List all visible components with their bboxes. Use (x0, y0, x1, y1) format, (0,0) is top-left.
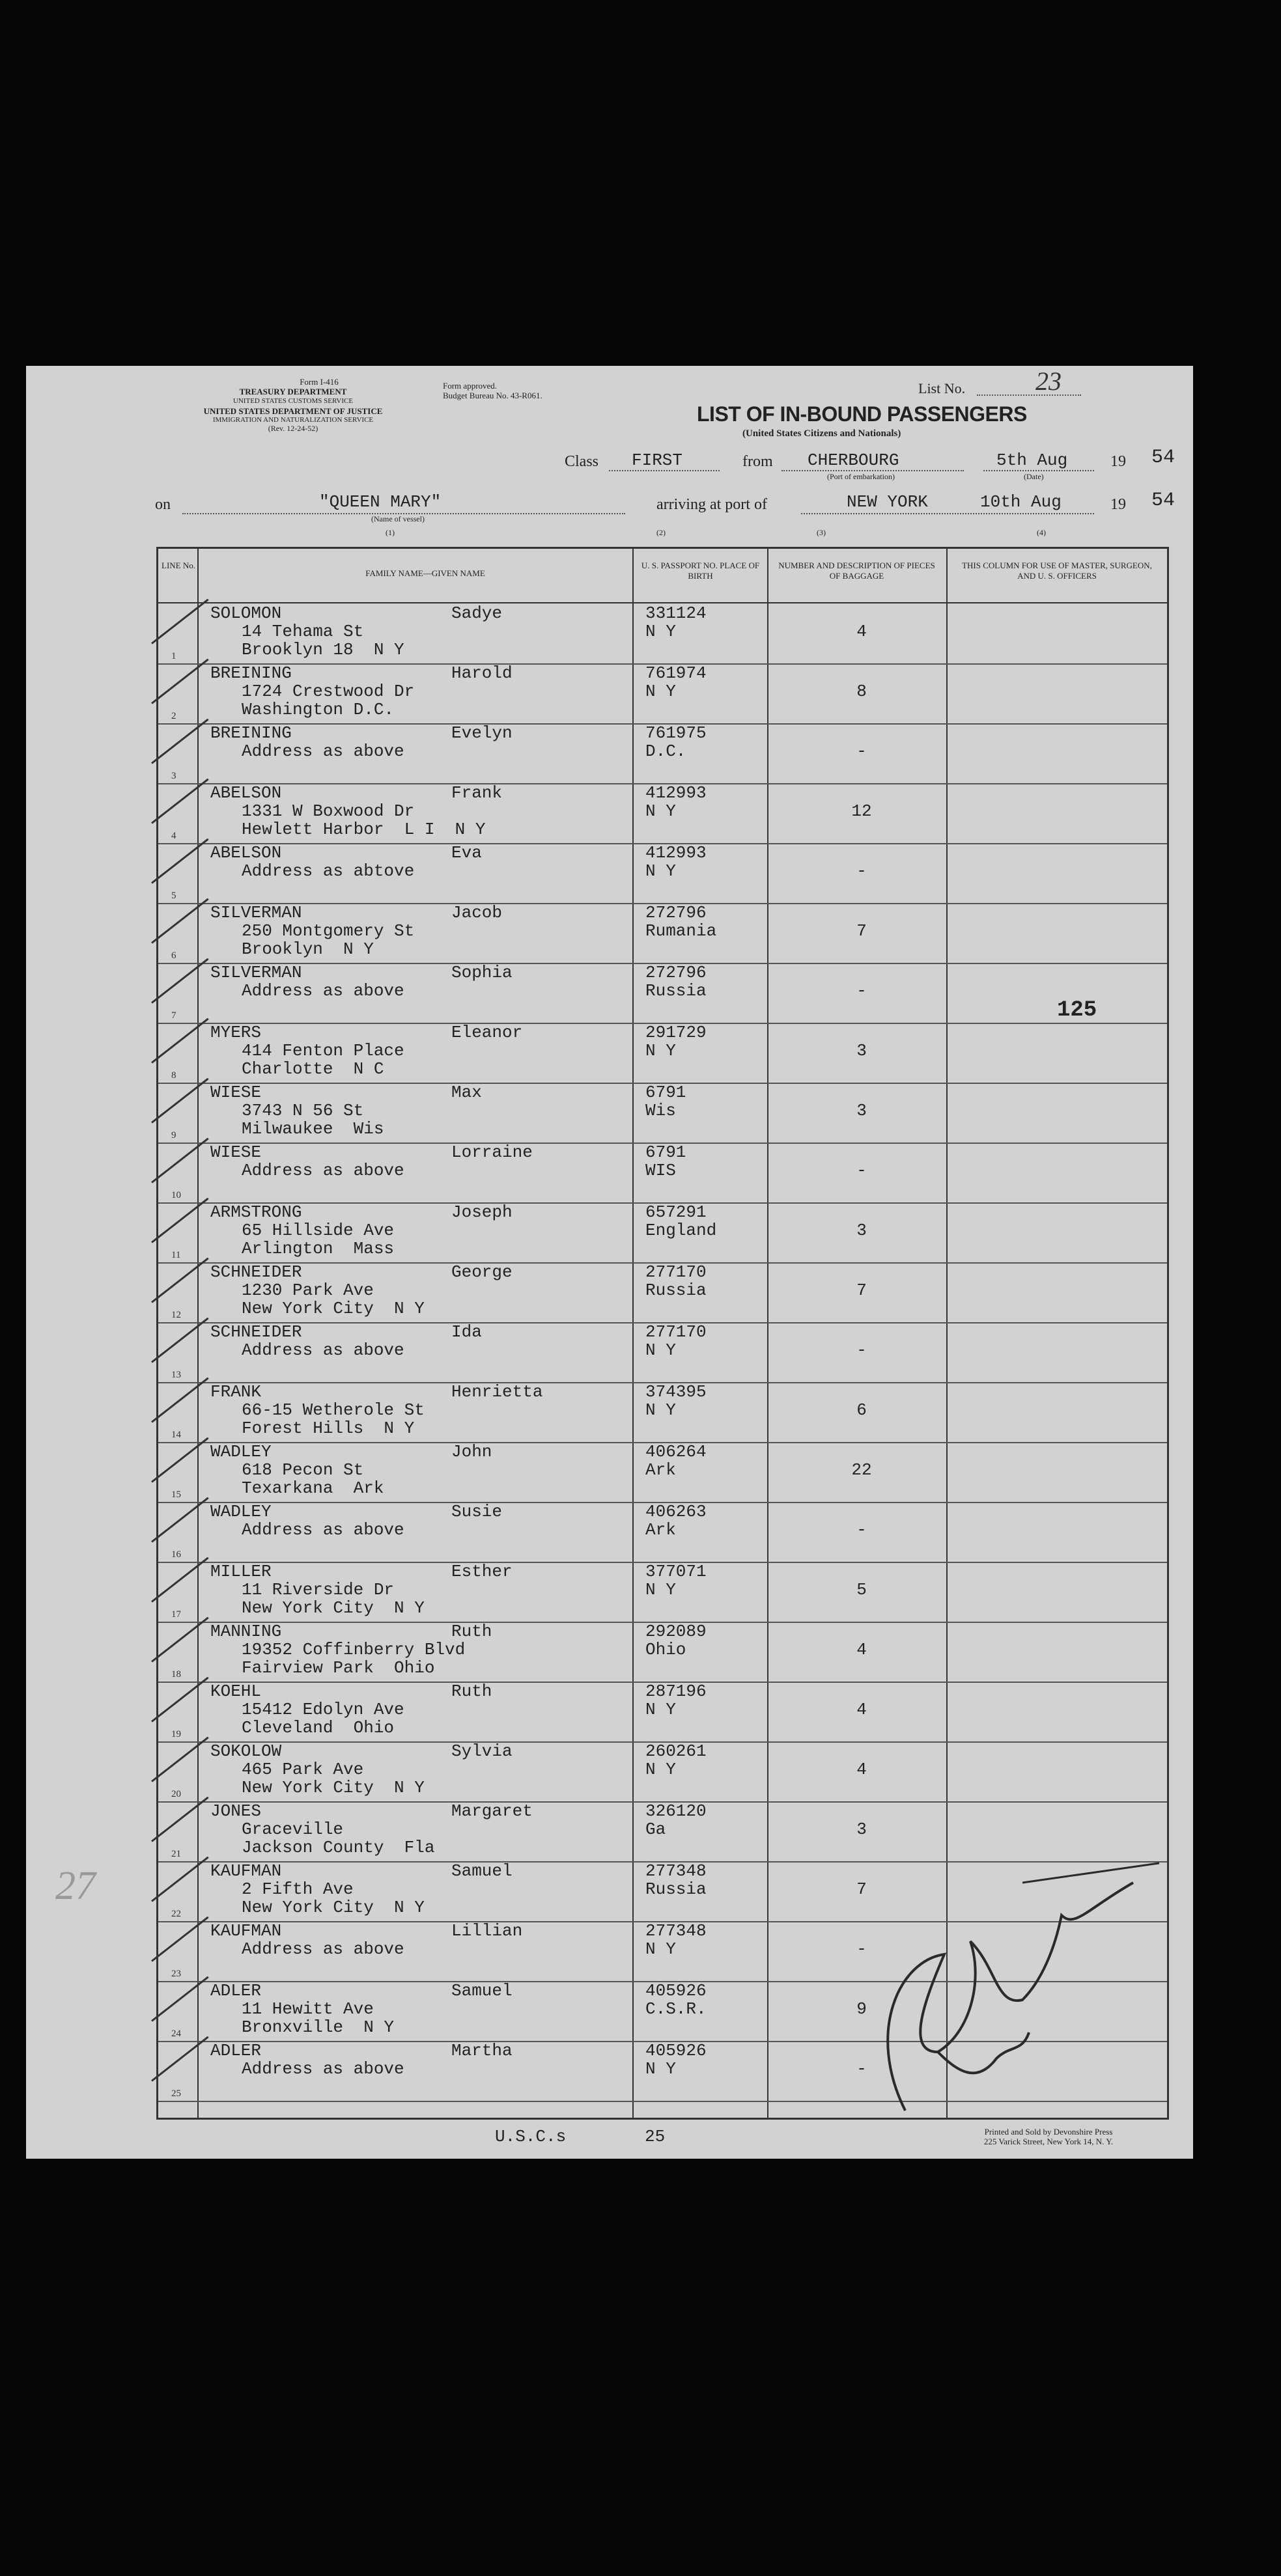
check-mark (151, 1437, 209, 1483)
check-mark (151, 1138, 209, 1184)
table-row (158, 663, 1167, 725)
baggage-count: - (856, 741, 867, 761)
address-line-2: New York City N Y (242, 1898, 425, 1917)
check-mark (151, 958, 209, 1004)
year-suffix: 54 (1151, 447, 1175, 469)
baggage-count: - (856, 1161, 867, 1180)
line-number: 2 (171, 711, 176, 721)
place-of-birth: N Y (645, 1041, 676, 1060)
passport-number: 406264 (645, 1442, 707, 1461)
line-number: 15 (171, 1489, 181, 1500)
line-number: 24 (171, 2029, 181, 2039)
passport-number: 272796 (645, 903, 707, 922)
line-number: 17 (171, 1609, 181, 1620)
table-row (158, 1322, 1167, 1383)
line-number: 12 (171, 1310, 181, 1320)
address-line-1: Address as above (242, 2059, 404, 2079)
place-of-birth: N Y (645, 801, 676, 821)
place-of-birth: C.S.R. (645, 1999, 707, 2019)
address-line-1: 1230 Park Ave (242, 1281, 374, 1300)
table-row (158, 843, 1167, 904)
address-line-1: 19352 Coffinberry Blvd (242, 1640, 466, 1659)
on-label: on (155, 496, 171, 513)
place-of-birth: N Y (645, 1939, 676, 1959)
family-name: BREINING (210, 663, 292, 683)
passport-number: 272796 (645, 963, 707, 982)
table-row (158, 1741, 1167, 1803)
table-row (158, 783, 1167, 844)
given-name: Susie (451, 1502, 503, 1521)
baggage-count: 3 (856, 1101, 867, 1120)
address-line-2: Jackson County Fla (242, 1838, 435, 1857)
line-number: 6 (171, 950, 176, 961)
customs-service: UNITED STATES CUSTOMS SERVICE (232, 396, 354, 405)
address-line-1: Address as above (242, 1340, 404, 1360)
baggage-count: - (856, 2059, 867, 2079)
family-name: SILVERMAN (210, 963, 302, 982)
address-line-1: 11 Riverside Dr (242, 1580, 395, 1600)
place-of-birth: N Y (645, 861, 676, 881)
signature-scribble (827, 1837, 1166, 2124)
table-row (158, 1083, 1167, 1144)
address-line-1: Address as above (242, 981, 404, 1001)
header-name: FAMILY NAME—GIVEN NAME (365, 568, 485, 578)
line-number: 5 (171, 891, 176, 901)
line-number: 25 (171, 2088, 181, 2099)
family-name: SCHNEIDER (210, 1262, 302, 1282)
list-no-value: 23 (1035, 367, 1062, 396)
place-of-birth: Ark (645, 1520, 676, 1540)
line-number: 11 (171, 1250, 181, 1260)
address-line-2: Brooklyn 18 N Y (242, 640, 404, 659)
passport-number: 291729 (645, 1023, 707, 1042)
family-name: JONES (210, 1801, 262, 1821)
address-line-2: Brooklyn N Y (242, 939, 374, 959)
check-mark (151, 1617, 209, 1663)
place-of-birth: N Y (645, 1340, 676, 1360)
family-name: MANNING (210, 1622, 282, 1641)
given-name: Samuel (451, 1981, 513, 2001)
line-number: 4 (171, 831, 176, 841)
address-line-1: Address as abtove (242, 861, 415, 881)
passport-number: 377071 (645, 1562, 707, 1581)
passport-number: 277348 (645, 1861, 707, 1881)
column-number-1: (1) (386, 528, 395, 537)
given-name: Evelyn (451, 723, 513, 743)
address-line-1: 14 Tehama St (242, 622, 364, 641)
arrival-port: NEW YORK (847, 492, 928, 512)
baggage-count: 3 (856, 1221, 867, 1240)
address-line-1: 2 Fifth Ave (242, 1879, 354, 1899)
line-number: 8 (171, 1070, 176, 1081)
line-number: 1 (171, 651, 176, 661)
printer-line-1: Printed and Sold by Devonshire Press (984, 2127, 1113, 2137)
given-name: Sophia (451, 963, 513, 982)
baggage-count: 4 (856, 1760, 867, 1779)
address-line-1: 250 Montgomery St (242, 921, 415, 941)
passport-number: 292089 (645, 1622, 707, 1641)
class-value: FIRST (632, 450, 683, 470)
form-subtitle: (United States Citizens and Nationals) (742, 428, 901, 439)
table-row (158, 1143, 1167, 1204)
address-line-1: Address as above (242, 1161, 404, 1180)
family-name: MYERS (210, 1023, 262, 1042)
passport-number: 260261 (645, 1741, 707, 1761)
baggage-count: - (856, 861, 867, 881)
passport-number: 6791 (645, 1083, 686, 1102)
family-name: WIESE (210, 1083, 262, 1102)
list-no-line (977, 395, 1081, 396)
family-name: WADLEY (210, 1442, 272, 1461)
year-prefix: 19 (1110, 453, 1126, 470)
table-row (158, 903, 1167, 964)
family-name: SOLOMON (210, 603, 282, 623)
baggage-count: 5 (856, 1580, 867, 1600)
port-of-embarkation: CHERBOURG (808, 450, 899, 470)
passport-number: 405926 (645, 2041, 707, 2060)
arrival-line (801, 513, 1094, 514)
address-line-2: Forest Hills N Y (242, 1419, 415, 1438)
total-label: U.S.C.s (495, 2127, 567, 2146)
address-line-1: Graceville (242, 1820, 344, 1839)
address-line-2: Charlotte N C (242, 1059, 384, 1079)
table-row (158, 1562, 1167, 1623)
header-line-no: LINE No. (162, 561, 195, 570)
passport-number: 761974 (645, 663, 707, 683)
address-line-2: Cleveland Ohio (242, 1718, 395, 1738)
arrival-date: 10th Aug (980, 492, 1062, 512)
date-caption: (Date) (1024, 472, 1044, 481)
date-line (983, 470, 1094, 471)
given-name: Frank (451, 783, 503, 803)
table-row (158, 1682, 1167, 1743)
printer-line-2: 225 Varick Street, New York 14, N. Y. (983, 2136, 1114, 2146)
table-row (158, 1622, 1167, 1683)
address-line-2: New York City N Y (242, 1778, 425, 1797)
check-mark (151, 838, 209, 884)
arrival-year-suffix: 54 (1151, 490, 1175, 512)
treasury-dept: TREASURY DEPARTMENT (239, 386, 347, 396)
address-line-2: New York City N Y (242, 1598, 425, 1618)
line-number: 20 (171, 1789, 181, 1799)
given-name: Max (451, 1083, 482, 1102)
family-name: KOEHL (210, 1682, 262, 1701)
table-row (158, 1023, 1167, 1084)
check-mark (151, 1018, 209, 1064)
header-officers: THIS COLUMN FOR USE OF MASTER, SURGEON, AND U. S. OFFICERS (962, 561, 1152, 581)
baggage-count: 3 (856, 1041, 867, 1060)
passenger-list-sheet (26, 366, 1193, 2159)
check-mark (151, 1737, 209, 1782)
baggage-count: 8 (856, 682, 867, 701)
check-mark (151, 1797, 209, 1842)
place-of-birth: Rumania (645, 921, 717, 941)
given-name: Martha (451, 2041, 513, 2060)
family-name: ABELSON (210, 783, 282, 803)
address-line-2: New York City N Y (242, 1299, 425, 1318)
place-of-birth: N Y (645, 682, 676, 701)
printer-info (938, 2127, 1159, 2147)
family-name: WIESE (210, 1143, 262, 1162)
table-row (158, 1262, 1167, 1323)
address-line-2: Fairview Park Ohio (242, 1658, 435, 1678)
place-of-birth: N Y (645, 1760, 676, 1779)
header-passport: U. S. PASSPORT NO. PLACE OF BIRTH (641, 561, 760, 581)
passport-number: 657291 (645, 1202, 707, 1222)
list-no-label: List No. (918, 380, 966, 396)
address-line-1: Address as above (242, 1939, 404, 1959)
line-number: 13 (171, 1370, 181, 1380)
line-number: 7 (171, 1010, 176, 1021)
passport-number: 277348 (645, 1921, 707, 1941)
table-row (158, 963, 1167, 1024)
given-name: Lillian (451, 1921, 523, 1941)
from-line (781, 470, 964, 471)
check-mark (151, 1917, 209, 1962)
arrival-year-prefix: 19 (1110, 496, 1126, 513)
line-number: 19 (171, 1729, 181, 1739)
baggage-count: 7 (856, 1281, 867, 1300)
address-line-2: Hewlett Harbor L I N Y (242, 820, 486, 839)
check-mark (151, 1497, 209, 1543)
line-number: 16 (171, 1549, 181, 1560)
given-name: Sadye (451, 603, 503, 623)
budget-bureau-no: Budget Bureau No. 43-R061. (443, 390, 542, 400)
passport-number: 374395 (645, 1382, 707, 1402)
family-name: ADLER (210, 1981, 262, 2001)
table-row (158, 1202, 1167, 1264)
address-line-1: 65 Hillside Ave (242, 1221, 395, 1240)
family-name: KAUFMAN (210, 1861, 282, 1881)
check-mark (151, 1557, 209, 1603)
address-line-1: Address as above (242, 741, 404, 761)
place-of-birth: England (645, 1221, 717, 1240)
address-line-1: 618 Pecon St (242, 1460, 364, 1480)
baggage-count: 4 (856, 1700, 867, 1719)
column-number-4: (4) (1037, 528, 1046, 537)
ins-service: IMMIGRATION AND NATURALIZATION SERVICE (212, 416, 374, 424)
check-mark (151, 599, 209, 644)
family-name: KAUFMAN (210, 1921, 282, 1941)
check-mark (151, 1976, 209, 2022)
check-mark (151, 1857, 209, 1902)
given-name: Henrietta (451, 1382, 543, 1402)
address-line-1: 1724 Crestwood Dr (242, 682, 415, 701)
address-line-2: Arlington Mass (242, 1239, 395, 1258)
passport-number: 277170 (645, 1322, 707, 1342)
passport-number: 406263 (645, 1502, 707, 1521)
baggage-count: - (856, 981, 867, 1001)
given-name: Samuel (451, 1861, 513, 1881)
line-number: 10 (171, 1190, 181, 1200)
revision-date: (Rev. 12-24-52) (268, 424, 318, 434)
baggage-count: 4 (856, 622, 867, 641)
vessel-name: "QUEEN MARY" (319, 492, 442, 512)
class-label: Class (565, 453, 599, 470)
address-line-1: Address as above (242, 1520, 404, 1540)
place-of-birth: N Y (645, 1700, 676, 1719)
embarkation-date: 5th Aug (996, 450, 1068, 470)
column-number-2: (2) (656, 528, 666, 537)
line-number: 9 (171, 1130, 176, 1141)
port-embark-caption: (Port of embarkation) (827, 472, 895, 481)
passport-number: 412993 (645, 843, 707, 863)
baggage-count: 3 (856, 1820, 867, 1839)
family-name: SILVERMAN (210, 903, 302, 922)
family-name: ABELSON (210, 843, 282, 863)
address-line-2: Milwaukee Wis (242, 1119, 384, 1139)
table-row (158, 603, 1167, 665)
margin-note: 27 (55, 1864, 96, 1908)
line-number: 22 (171, 1909, 181, 1919)
place-of-birth: Russia (645, 1879, 707, 1899)
table-row (158, 1382, 1167, 1443)
passport-number: 405926 (645, 1981, 707, 2001)
family-name: FRANK (210, 1382, 262, 1402)
passport-number: 287196 (645, 1682, 707, 1701)
from-label: from (742, 453, 773, 470)
family-name: WADLEY (210, 1502, 272, 1521)
line-number: 14 (171, 1430, 181, 1440)
given-name: Ida (451, 1322, 482, 1342)
place-of-birth: Ark (645, 1460, 676, 1480)
given-name: Harold (451, 663, 513, 683)
check-mark (151, 659, 209, 704)
place-of-birth: Ohio (645, 1640, 686, 1659)
check-mark (151, 779, 209, 824)
officer-note: 125 (1057, 998, 1097, 1023)
address-line-1: 15412 Edolyn Ave (242, 1700, 404, 1719)
address-line-1: 414 Fenton Place (242, 1041, 404, 1060)
form-approved-text: Form approved. (443, 381, 498, 391)
place-of-birth: Wis (645, 1101, 676, 1120)
given-name: Ruth (451, 1622, 492, 1641)
form-title: LIST OF IN-BOUND PASSENGERS (697, 402, 1027, 426)
check-mark (151, 2036, 209, 2082)
line-number: 18 (171, 1669, 181, 1680)
check-mark (151, 1258, 209, 1303)
check-mark (151, 719, 209, 764)
arriving-label: arriving at port of (656, 496, 767, 513)
given-name: Sylvia (451, 1741, 513, 1761)
given-name: Ruth (451, 1682, 492, 1701)
place-of-birth: N Y (645, 1400, 676, 1420)
given-name: Eleanor (451, 1023, 523, 1042)
form-agency-block (156, 378, 430, 434)
vessel-caption: (Name of vessel) (371, 514, 425, 523)
passport-number: 326120 (645, 1801, 707, 1821)
form-approval (443, 381, 542, 401)
column-number-3: (3) (817, 528, 826, 537)
table-row (158, 1502, 1167, 1563)
place-of-birth: N Y (645, 2059, 676, 2079)
passport-number: 6791 (645, 1143, 686, 1162)
baggage-count: - (856, 1340, 867, 1360)
line-number: 21 (171, 1849, 181, 1859)
family-name: SCHNEIDER (210, 1322, 302, 1342)
check-mark (151, 1318, 209, 1363)
passport-number: 761975 (645, 723, 707, 743)
passport-number: 412993 (645, 783, 707, 803)
baggage-count: - (856, 1520, 867, 1540)
baggage-count: - (856, 1939, 867, 1959)
baggage-count: 9 (856, 1999, 867, 2019)
family-name: ARMSTRONG (210, 1202, 302, 1222)
given-name: John (451, 1442, 492, 1461)
baggage-count: 6 (856, 1400, 867, 1420)
address-line-2: Texarkana Ark (242, 1478, 384, 1498)
address-line-2: Washington D.C. (242, 700, 395, 719)
line-number: 3 (171, 771, 176, 781)
baggage-count: 12 (851, 801, 872, 821)
check-mark (151, 1677, 209, 1723)
family-name: BREINING (210, 723, 292, 743)
justice-dept: UNITED STATES DEPARTMENT OF JUSTICE (203, 406, 383, 416)
place-of-birth: Ga (645, 1820, 666, 1839)
address-line-1: 3743 N 56 St (242, 1101, 364, 1120)
given-name: Jacob (451, 903, 503, 922)
table-row (158, 1442, 1167, 1503)
passport-number: 277170 (645, 1262, 707, 1282)
address-line-1: 465 Park Ave (242, 1760, 364, 1779)
given-name: Margaret (451, 1801, 533, 1821)
given-name: George (451, 1262, 513, 1282)
check-mark (151, 1198, 209, 1243)
place-of-birth: Russia (645, 1281, 707, 1300)
address-line-1: 1331 W Boxwood Dr (242, 801, 415, 821)
line-number: 23 (171, 1969, 181, 1979)
passport-number: 331124 (645, 603, 707, 623)
table-row (158, 723, 1167, 784)
family-name: MILLER (210, 1562, 272, 1581)
address-line-2: Bronxville N Y (242, 2017, 395, 2037)
place-of-birth: N Y (645, 1580, 676, 1600)
baggage-count: 22 (851, 1460, 872, 1480)
baggage-count: 4 (856, 1640, 867, 1659)
place-of-birth: D.C. (645, 741, 686, 761)
form-number: Form I-416 (300, 377, 339, 387)
total-count: 25 (645, 2127, 666, 2146)
place-of-birth: N Y (645, 622, 676, 641)
place-of-birth: WIS (645, 1161, 676, 1180)
given-name: Joseph (451, 1202, 513, 1222)
address-line-1: 66-15 Wetherole St (242, 1400, 425, 1420)
baggage-count: 7 (856, 921, 867, 941)
header-baggage: NUMBER AND DESCRIPTION OF PIECES OF BAGGAGE (778, 561, 935, 581)
baggage-count: 7 (856, 1879, 867, 1899)
check-mark (151, 898, 209, 944)
given-name: Esther (451, 1562, 513, 1581)
address-line-1: 11 Hewitt Ave (242, 1999, 374, 2019)
place-of-birth: Russia (645, 981, 707, 1001)
given-name: Eva (451, 843, 482, 863)
check-mark (151, 1078, 209, 1124)
check-mark (151, 1378, 209, 1423)
family-name: ADLER (210, 2041, 262, 2060)
class-line (609, 470, 720, 471)
family-name: SOKOLOW (210, 1741, 282, 1761)
given-name: Lorraine (451, 1143, 533, 1162)
